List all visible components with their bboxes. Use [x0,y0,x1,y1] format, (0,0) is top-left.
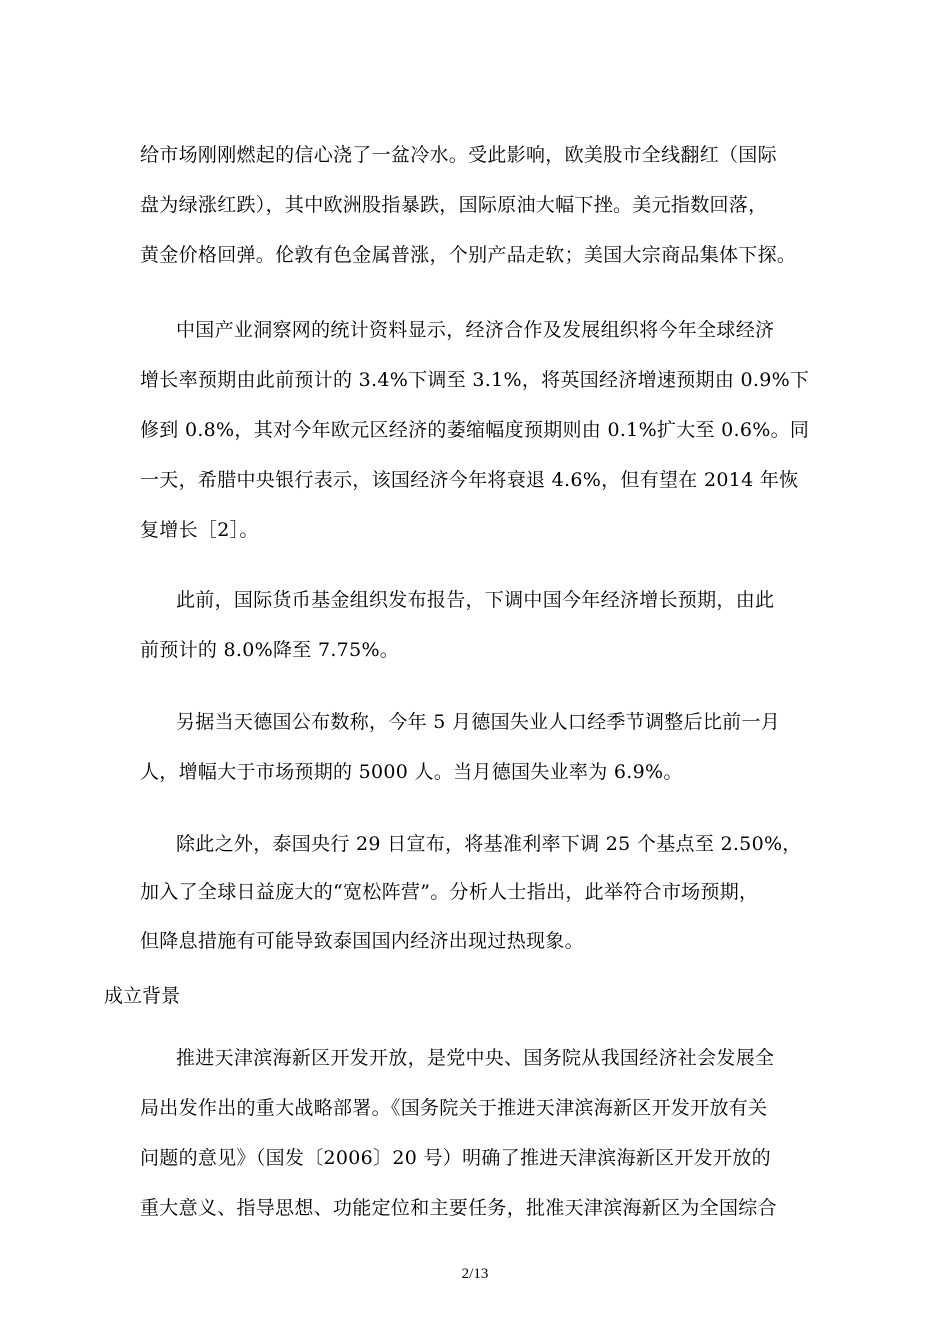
section-heading: 成立背景 [104,985,181,1007]
paragraph-line: 复增长［2］。 [140,519,259,541]
paragraph-line: 问题的意见》（国发〔2006〕20 号）明确了推进天津滨海新区开发开放的 [140,1147,771,1169]
paragraph-line: 中国产业洞察网的统计资料显示，经济合作及发展组织将今年全球经济 [176,319,775,341]
paragraph-line: 给市场刚刚燃起的信心浇了一盆冷水。受此影响，欧美股市全线翻红（国际 [140,144,777,166]
paragraph-line: 人，增幅大于市场预期的 5000 人。当月德国失业率为 6.9%。 [140,761,683,783]
paragraph-line: 一天，希腊中央银行表示，该国经济今年将衰退 4.6%，但有望在 2014 年恢 [140,469,799,491]
paragraph-line: 黄金价格回弹。伦敦有色金属普涨，个别产品走软；美国大宗商品集体下探。 [140,244,797,266]
paragraph-line: 除此之外，泰国央行 29 日宣布，将基准利率下调 25 个基点至 2.50%， [176,833,802,855]
paragraph-line: 此前，国际货币基金组织发布报告，下调中国今年经济增长预期，由此 [176,589,775,611]
paragraph-line: 重大意义、指导思想、功能定位和主要任务，批准天津滨海新区为全国综合 [140,1197,777,1219]
paragraph-line: 增长率预期由此前预计的 3.4%下调至 3.1%，将英国经济增速预期由 0.9%下 [140,369,810,391]
paragraph-line: 推进天津滨海新区开发开放，是党中央、国务院从我国经济社会发展全 [176,1047,775,1069]
paragraph-line: 盘为绿涨红跌），其中欧洲股指暴跌，国际原油大幅下挫。美元指数回落， [140,194,768,216]
paragraph-line: 局出发作出的重大战略部署。《国务院关于推进天津滨海新区开发开放有关 [140,1097,768,1119]
paragraph-line: 另据当天德国公布数称，今年 5 月德国失业人口经季节调整后比前一月 [176,711,781,733]
paragraph-line: 前预计的 8.0%降至 7.75%。 [140,639,400,661]
paragraph-line: 加入了全球日益庞大的“宽松阵营”。分析人士指出，此举符合市场预期， [140,881,759,903]
page-number: 2/13 [461,1266,489,1282]
paragraph-line: 但降息措施有可能导致泰国国内经济出现过热现象。 [140,930,584,952]
paragraph-line: 修到 0.8%，其对今年欧元区经济的萎缩幅度预期则由 0.1%扩大至 0.6%。同 [140,419,810,441]
